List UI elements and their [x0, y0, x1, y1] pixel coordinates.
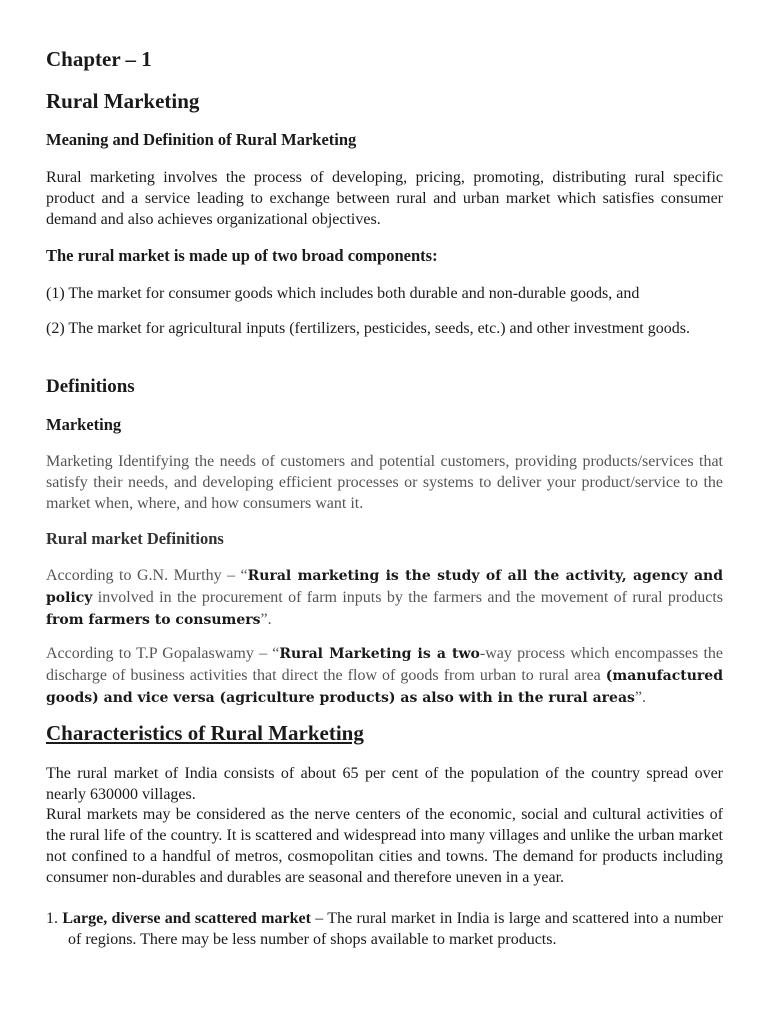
- murthy-definition: [46, 565, 723, 631]
- list-item-number: (2): [46, 320, 65, 337]
- gopal-middle: -way process which encompasses the discharge of business activities that direct the flow of goods from urban to rural area: [46, 645, 723, 684]
- gopal-prefix: According to T.P Gopalaswamy – “: [46, 645, 280, 662]
- list-item-number: (1): [46, 285, 65, 302]
- list-item: [46, 908, 723, 950]
- section-heading-meaning: Meaning and Definition of Rural Marketing: [46, 130, 357, 149]
- definitions-heading: Definitions: [46, 376, 135, 397]
- marketing-paragraph: Marketing Identifying the needs of customers and potential customers, providing products/services that satisfy their needs, and developing efficient processes or systems to deliver your product/service to the market when, where, and how consumers want it.: [46, 453, 723, 512]
- gopalaswamy-definition: [46, 643, 723, 709]
- marketing-heading: Marketing: [46, 415, 122, 434]
- murthy-suffix: ”.: [260, 611, 272, 628]
- chapter-heading: Chapter – 1: [46, 47, 152, 71]
- list-item: [46, 283, 723, 304]
- page-title: Rural Marketing: [46, 89, 200, 113]
- murthy-bold-1: Rural marketing is the study of all the activity, agency and policy: [46, 568, 723, 606]
- components-heading: The rural market is made up of two broad components:: [46, 246, 438, 265]
- characteristics-paragraph-2: Rural markets may be considered as the nerve centers of the economic, social and cultural activities of the rural life of the country. It is scattered and widespread into many villages and unlike the urban market not confined to a handful of metros, cosmopolitan cities and towns. The demand for products including consumer non-durables and durables are seasonal and therefore uneven in a year.: [46, 806, 723, 886]
- characteristics-paragraph-1: The rural market of India consists of about 65 per cent of the population of the country spread over nearly 630000 villages.: [46, 765, 723, 803]
- list-item-text: The market for consumer goods which includes both durable and non-durable goods, and: [68, 285, 640, 302]
- list-item-label: Large, diverse and scattered market: [62, 910, 311, 927]
- characteristics-heading: Characteristics of Rural Marketing: [46, 721, 364, 745]
- gopal-suffix: ”.: [634, 689, 647, 706]
- gopal-bold-1: Rural Marketing is a two: [279, 646, 480, 662]
- list-item-number: 1.: [46, 910, 58, 927]
- list-item-text: – The rural market in India is large and scattered into a number of regions. There may be less number of shops available to market products.: [68, 910, 724, 948]
- murthy-middle: involved in the procurement of farm inputs by the farmers and the movement of rural products: [92, 589, 723, 606]
- gopal-bold-2: (manufactured goods) and vice versa (agriculture products) as also with in the rural areas: [46, 668, 723, 706]
- intro-paragraph: Rural marketing involves the process of developing, pricing, promoting, distributing rural specific product and a service leading to exchange between rural and urban market which satisfies consumer demand and also achieves organizational objectives.: [46, 169, 723, 228]
- list-item-text: The market for agricultural inputs (fertilizers, pesticides, seeds, etc.) and other investment goods.: [68, 320, 690, 337]
- murthy-bold-2: from farmers to consumers: [46, 612, 261, 628]
- rural-definitions-heading: Rural market Definitions: [46, 529, 224, 548]
- murthy-prefix: According to G.N. Murthy – “: [46, 567, 248, 584]
- list-item: [46, 318, 723, 339]
